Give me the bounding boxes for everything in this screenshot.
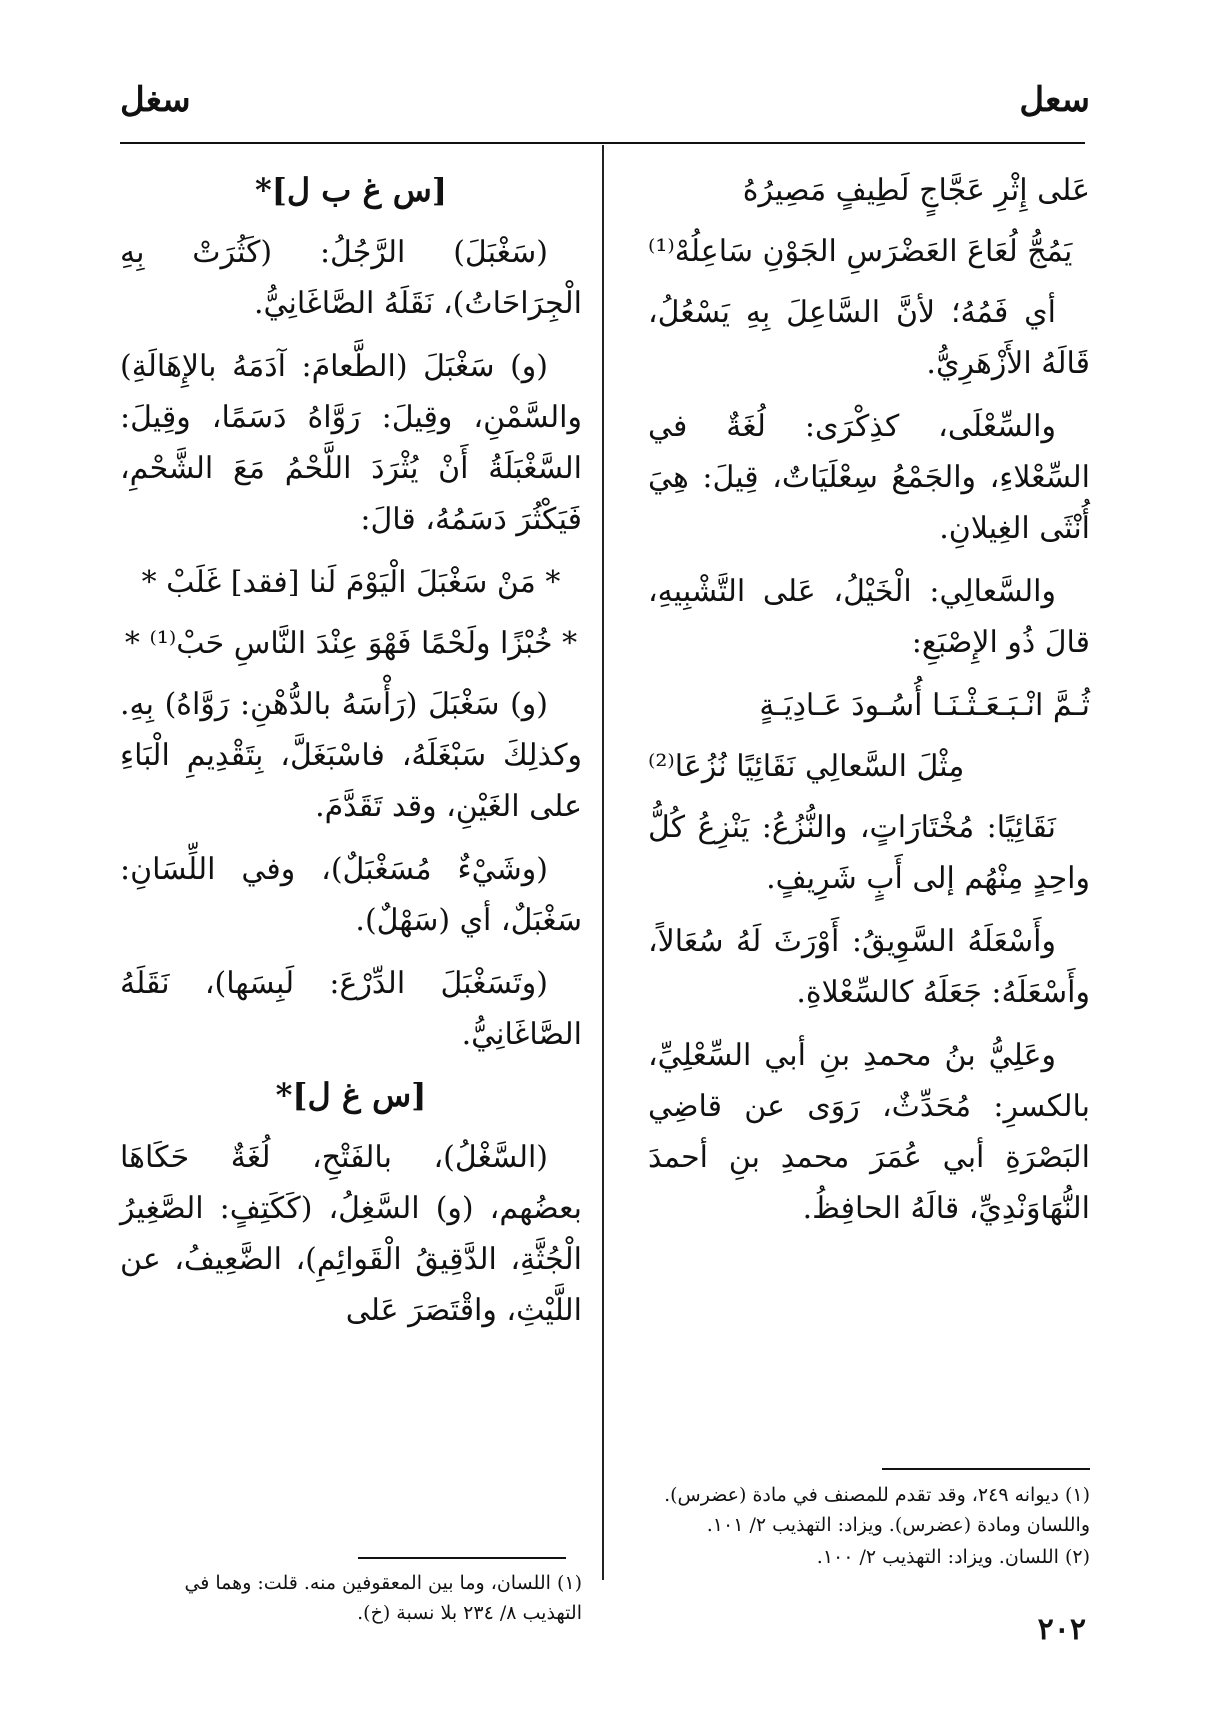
footnote: (١) اللسان، وما بين المعقوفين منه. قلت: وهما في التهذيب ٨/ ٢٣٤ بلا نسبة (خ). [184, 1572, 582, 1624]
verse-line: عَلى إِثْرِ عَجَّاجٍ لَطِيفٍ مَصِيرُهُ [742, 173, 1090, 208]
paragraph: والسَّعالِي: الْخَيْلُ، عَلى التَّشْبِيهِ، قالَ ذُو الإِصْبَعِ: [648, 574, 1090, 660]
footnote: (١) ديوانه ٢٤٩، وقد تقدم للمصنف في مادة (عضرس). واللسان ومادة (عضرس). ويزاد: التهذيب ٢/ ١٠١. [664, 1484, 1090, 1536]
verse-line: * مَنْ سَغْبَلَ الْيَوْمَ لَنا [فقد] غَلَبْ * [141, 565, 561, 600]
paragraph: نَقَائِيًا: مُخْتَارَاتٍ، والنُّزُعُ: يَنْزِعُ كُلُّ واحِدٍ مِنْهُم إلى أَبٍ شَرِيفٍ. [648, 810, 1090, 896]
entry-heading: [س غ ب ل]* [255, 171, 447, 209]
verse-line: يَمُجُّ لُعَاعَ العَضْرَسِ الجَوْنِ سَاعِلُهْ⁽¹⁾ [648, 234, 1073, 269]
paragraph: (سَغْبَلَ) الرَّجُلُ: (كَثُرَتْ بِهِ الْجِرَاحَاتُ)، نَقَلَهُ الصَّاغَانِيُّ. [120, 235, 582, 321]
page-header [120, 80, 1090, 140]
header-divider-line [120, 142, 1085, 144]
entry-heading: [س غ ل]* [275, 1076, 427, 1114]
paragraph: (و) سَغْبَلَ (رَأْسَهُ بالدُّهْنِ: رَوَّاهُ) بِهِ. وكذلِكَ سَبْغَلَهُ، فاسْبَغَلَّ، بِتَقْدِيمِ الْبَاءِ على الغَيْنِ، وقد تَقَدَّمَ. [120, 687, 582, 824]
footnote: (٢) اللسان. ويزاد: التهذيب ٢/ ١٠٠. [816, 1546, 1090, 1568]
verse-line: مِثْلَ السَّعالِي نَقَائِيًا نُزُعَا⁽²⁾ [648, 749, 965, 784]
paragraph: (السَّغْلُ)، بالفَتْحِ، لُغَةٌ حَكَاهَا بعضُهم، (و) السَّغِلُ، (كَكَتِفٍ: الصَّغِيرُ الْجُثَّةِ، الدَّقِيقُ الْقَوائِمِ)، الضَّعِيفُ، عن اللَّيْثِ، واقْتَصَرَ عَلى [120, 1140, 582, 1328]
paragraph: وعَلِيُّ بنُ محمدِ بنِ أبي السِّعْلِيِّ، بالكسرِ: مُحَدِّثٌ، رَوَى عن قاضِي البَصْرَةِ أبي عُمَرَ محمدِ بنِ أحمدَ النُّهَاوَنْدِيِّ، قالَهُ الحافِظُ. [648, 1038, 1090, 1226]
page-number: ٢٠٢ [1037, 1612, 1086, 1647]
paragraph: (و) سَغْبَلَ (الطَّعامَ: آدَمَهُ بالإِهَالَةِ) والسَّمْنِ، وقِيلَ: رَوَّاهُ دَسَمًا، وقِيلَ: السَّغْبَلَةُ أَنْ يُثْرَدَ اللَّحْمُ مَعَ الشَّحْمِ، فَيَكْثُرَ دَسَمُهُ، قالَ: [120, 349, 582, 537]
footnotes-left [120, 1568, 582, 1630]
column-divider-line [602, 145, 604, 1580]
verse-line: * خُبْزًا ولَحْمًا فَهْوَ عِنْدَ النَّاسِ حَبْ⁽¹⁾ * [124, 626, 578, 661]
paragraph: (وتَسَغْبَلَ الدِّرْعَ: لَبِسَها)، نَقَلَهُ الصَّاغَانِيُّ. [120, 966, 582, 1052]
left-text-column [120, 165, 582, 1348]
header-root-word-left: سغل [120, 80, 191, 120]
paragraph: أي فَمُهُ؛ لأنَّ السَّاعِلَ بِهِ يَسْعُلُ، قَالَهُ الأَزْهَرِيُّ. [648, 295, 1090, 381]
header-root-word-right: سعل [1019, 80, 1090, 120]
paragraph: وأَسْعَلَهُ السَّوِيقُ: أَوْرَثَ لَهُ سُعَالاً، وأَسْعَلَهُ: جَعَلَهُ كالسِّعْلاةِ. [648, 924, 1090, 1010]
verse-line: ثُـمَّ انْـبَـعَـثْـنَـا أُسُـودَ عَـادِيَـةٍ [759, 688, 1090, 723]
right-text-column [648, 165, 1090, 1246]
footnote-rule-left [358, 1557, 566, 1559]
paragraph: (وشَيْءٌ مُسَغْبَلٌ)، وفي اللِّسَانِ: سَغْبَلٌ، أي (سَهْلٌ). [120, 852, 582, 938]
footnote-rule-right [882, 1468, 1090, 1470]
paragraph: والسِّعْلَى، كذِكْرَى: لُغَةٌ في السِّعْلاءِ، والجَمْعُ سِعْلَيَاتٌ، قِيلَ: هِيَ أُنْثَى الغِيلانِ. [648, 409, 1090, 546]
footnotes-right [645, 1480, 1090, 1574]
